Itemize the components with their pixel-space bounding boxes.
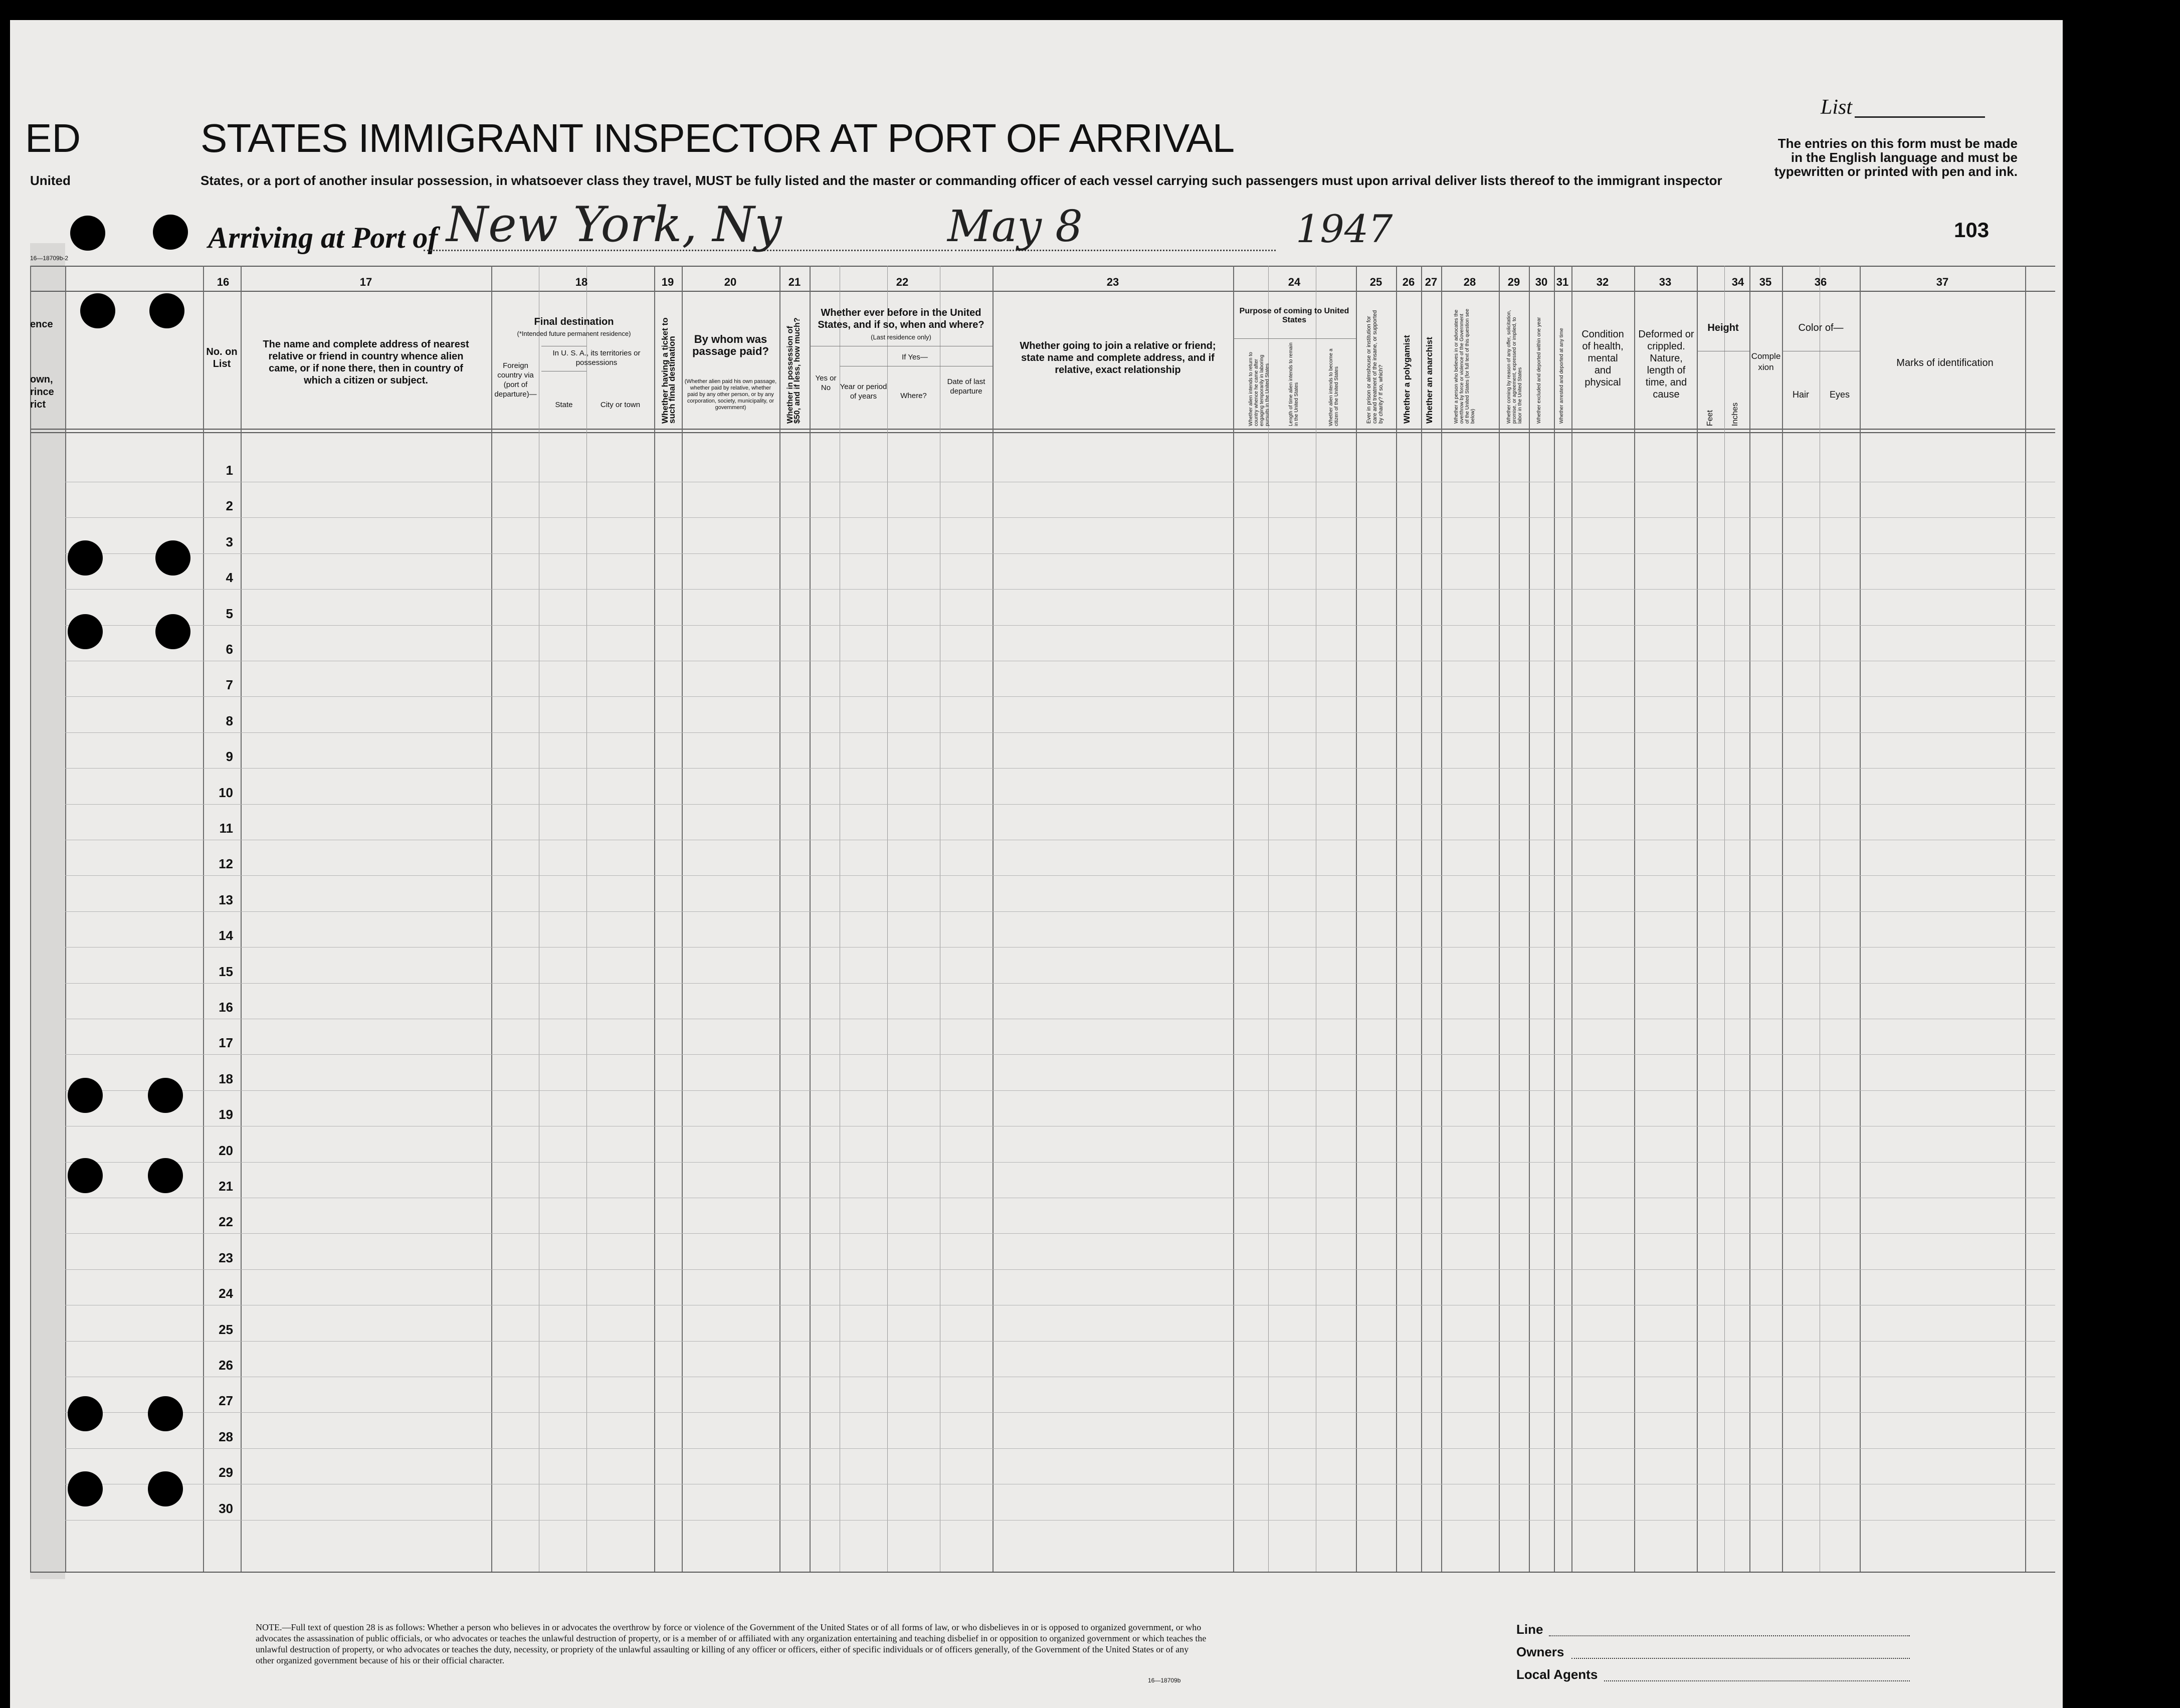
row-number: 13: [219, 892, 233, 907]
row-number: 25: [219, 1321, 233, 1337]
colnum-29: 29: [1507, 276, 1520, 288]
colnum-16: 16: [217, 276, 230, 288]
header-final-destination-sub: (*Intended future permanent residence): [517, 330, 631, 337]
header-year-period: Year or period of years: [840, 383, 887, 401]
page-subtitle: States, or a port of another insular possession, in whatsoever class they travel, MUST be fully listed and the master or commanding officer of each vessel carrying such passengers must upon arrival deliver lists thereof to the immigrant inspector: [201, 173, 1722, 188]
header-top-rule: [30, 266, 2055, 267]
page-title: STATES IMMIGRANT INSPECTOR AT PORT OF ARRIVAL: [201, 116, 1235, 160]
table-row[interactable]: [65, 875, 2055, 876]
header-bottom-rule: [30, 429, 2055, 430]
header-last-residence: (Last residence only): [871, 333, 931, 341]
title-fragment: ED: [25, 116, 81, 160]
header-ever-before: Whether ever before in the United States, and if so, when and where?: [818, 307, 984, 330]
punch-hole: [70, 216, 105, 251]
table-row[interactable]: [65, 625, 2055, 626]
colnum-19: 19: [661, 276, 674, 288]
line-label: Line: [1516, 1622, 1543, 1637]
punch-hole: [148, 1078, 183, 1113]
row-number: 1: [226, 463, 233, 478]
colnum-36: 36: [1814, 276, 1827, 288]
table-row[interactable]: [65, 911, 2055, 912]
header-if-yes: If Yes—: [902, 353, 928, 361]
arriving-label: Arriving at Port of: [208, 221, 438, 254]
date-handwritten: May 8: [947, 202, 1083, 252]
colnum-18: 18: [575, 276, 588, 288]
header-hair: Hair: [1792, 390, 1809, 400]
header-marks-identification: Marks of identification: [1896, 357, 1994, 368]
punch-hole: [80, 293, 115, 328]
colnum-30: 30: [1535, 276, 1548, 288]
form-code-left: 16—18709b-2: [30, 255, 69, 262]
row-number: 18: [219, 1071, 233, 1086]
list-field-line: [1855, 116, 1985, 118]
colnum-34: 34: [1731, 276, 1744, 288]
local-agents-field: [1604, 1680, 1910, 1681]
row-number: 29: [219, 1465, 233, 1480]
punch-hole: [68, 614, 103, 649]
header-ticket: Whether having a ticket to such final destination: [660, 317, 677, 424]
header-yes-or-no: Yes or No: [815, 374, 837, 392]
header-passage-paid: By whom was passage paid?: [692, 333, 769, 357]
punch-hole: [148, 1396, 183, 1431]
table-row[interactable]: [65, 983, 2055, 984]
header-purpose: Purpose of coming to United States: [1239, 307, 1349, 324]
header-going-to-join: Whether going to join a relative or friend; state name and complete address, and if relative, exact relationship: [1020, 340, 1216, 375]
punch-hole: [148, 1471, 183, 1506]
row-number: 5: [226, 606, 233, 621]
header-where: Where?: [900, 392, 927, 400]
table-row[interactable]: [65, 804, 2055, 805]
table-row[interactable]: [65, 1162, 2055, 1163]
row-number: 21: [219, 1179, 233, 1194]
punch-hole: [68, 1078, 103, 1113]
row-number: 3: [226, 534, 233, 549]
year-handwritten: 1947: [1296, 207, 1393, 251]
left-margin-column: [30, 243, 65, 1579]
row-number: 9: [226, 749, 233, 765]
punch-hole: [68, 540, 103, 576]
table-row[interactable]: [65, 517, 2055, 518]
owners-label: Owners: [1516, 1644, 1564, 1659]
header-fifty-dollars: Whether in possession of $50, and if less, how much?: [786, 317, 802, 424]
row-number: 2: [226, 498, 233, 514]
colnum-33: 33: [1659, 276, 1672, 288]
header-polygamist: Whether a polygamist: [1402, 335, 1412, 424]
table-row[interactable]: [65, 553, 2055, 554]
table-row[interactable]: [65, 768, 2055, 769]
scan-edge: [2063, 0, 2180, 1708]
left-fragment-2: own,: [30, 374, 53, 385]
colnum-25: 25: [1369, 276, 1382, 288]
header-complexion: Complexion: [1751, 351, 1781, 372]
table-row[interactable]: [65, 1412, 2055, 1413]
table-row[interactable]: [65, 696, 2055, 697]
punch-hole: [148, 1158, 183, 1193]
row-number: 16: [219, 1000, 233, 1015]
header-bottom-rule-2: [30, 432, 2055, 433]
header-no-on-list: No. on List: [206, 346, 238, 369]
form-code-footer: 16—18709b: [1148, 1677, 1181, 1684]
header-date-last-departure: Date of last departure: [947, 377, 985, 396]
owners-field: [1571, 1658, 1910, 1659]
left-fragment-3: rince: [30, 387, 54, 398]
header-city-or-town: City or town: [600, 401, 641, 409]
row-number: 30: [219, 1500, 233, 1516]
colnum-31: 31: [1556, 276, 1569, 288]
header-condition-health: Condition of health, mental and physical: [1581, 329, 1624, 388]
header-passage-paid-sub: (Whether alien paid his own passage, whether paid by relative, whether paid by any other person, or by any corporation, society, municipality, or government): [684, 378, 777, 411]
colnum-26: 26: [1402, 276, 1415, 288]
port-handwritten: New York, Ny: [446, 197, 782, 253]
row-number: 17: [219, 1035, 233, 1051]
punch-hole: [153, 215, 188, 250]
colnum-32: 32: [1596, 276, 1609, 288]
header-in-usa: In U. S. A., its territories or possessions: [552, 349, 641, 367]
header-purpose-length: Length of time alien intends to remain in the United States: [1288, 342, 1299, 426]
punch-hole: [68, 1158, 103, 1193]
punch-hole: [68, 1471, 103, 1506]
table-row[interactable]: [65, 1341, 2055, 1342]
table-row[interactable]: [65, 732, 2055, 733]
header-purpose-return: Whether alien intends to return to country whence he came after engaging temporarily in laboring pursuits in the United States: [1248, 352, 1270, 426]
colnum-27: 27: [1425, 276, 1438, 288]
row-number: 15: [219, 964, 233, 979]
local-agents-label: Local Agents: [1516, 1667, 1598, 1682]
row-number: 20: [219, 1143, 233, 1158]
colnum-22: 22: [896, 276, 909, 288]
row-number: 24: [219, 1286, 233, 1301]
list-label: List: [1821, 96, 1853, 119]
united-fragment: United: [30, 173, 71, 188]
table-row[interactable]: [65, 1054, 2055, 1055]
row-number: 26: [219, 1358, 233, 1373]
left-fragment-1: ence: [30, 319, 53, 330]
punch-hole: [155, 614, 190, 649]
row-number: 10: [219, 785, 233, 800]
header-nearest-relative: The name and complete address of nearest relative or friend in country whence alien came, or if none there, then in country of which a citizen or subject.: [263, 339, 469, 386]
row-number: 28: [219, 1429, 233, 1444]
entries-note: The entries on this form must be made in the English language and must be typewritten or printed with pen and ink.: [1774, 136, 2018, 179]
header-deformed: Deformed or crippled. Nature, length of time, and cause: [1638, 329, 1694, 400]
question-28-note: NOTE.—Full text of question 28 is as follows: Whether a person who believes in or advocates the overthrow by force or violence of the Government of the United States or of all forms of law, or who disbelieves in or is opposed to organized government, or who advocates the assassination of public officials, or who advocates or teaches the unlawful destruction of property, or is a member of or affiliated with any organization entertaining and teaching disbelief in or opposition to organized government or which teaches the unlawful destruction of property, or who advocates or teaches the duty, necessity, or propriety of the unlawful assaulting or killing of any officer or officers, either of specific individuals or of officers generally, of the Government of the United States or of any other organized government because of his or their official character.: [256, 1622, 1207, 1665]
colnum-24: 24: [1288, 276, 1301, 288]
colnum-20: 20: [724, 276, 737, 288]
row-number: 12: [219, 856, 233, 872]
row-number: 23: [219, 1250, 233, 1265]
header-arrested: Whether arrested and deported at any time: [1559, 328, 1564, 424]
row-number: 8: [226, 713, 233, 728]
header-foreign-country: Foreign country via (port of departure)—: [494, 361, 537, 399]
header-state: State: [555, 401, 573, 409]
row-number: 14: [219, 928, 233, 943]
table-row[interactable]: [65, 589, 2055, 590]
row-number: 27: [219, 1393, 233, 1409]
row-number: 22: [219, 1214, 233, 1230]
table-row[interactable]: [65, 1269, 2055, 1270]
colnum-23: 23: [1106, 276, 1119, 288]
colnum-35: 35: [1759, 276, 1772, 288]
row-number: 6: [226, 642, 233, 657]
header-purpose-citizen: Whether alien intends to become a citizen of the United States: [1328, 348, 1339, 426]
table-row[interactable]: [65, 1233, 2055, 1234]
colnum-17: 17: [359, 276, 372, 288]
header-feet: Feet: [1706, 410, 1714, 426]
table-row[interactable]: [65, 1448, 2055, 1449]
header-color-of: Color of—: [1798, 322, 1844, 333]
header-final-destination: Final destination: [534, 316, 614, 327]
row-number: 19: [219, 1107, 233, 1122]
table-bottom-rule: [30, 1572, 2055, 1573]
row-number: 7: [226, 677, 233, 693]
row-number: 4: [226, 570, 233, 586]
colnum-37: 37: [1936, 276, 1949, 288]
manifest-page: [10, 20, 2063, 1708]
left-fragment-4: rict: [30, 399, 46, 410]
row-number: 11: [219, 821, 233, 836]
page-number: 103: [1954, 218, 1990, 242]
punch-hole: [68, 1396, 103, 1431]
header-excluded: Whether excluded and deported within one year: [1536, 317, 1542, 424]
header-overthrow: Whether a person who believes in or advocates the overthrow by force or violence of the Government of the United States (for full text of this question see below): [1454, 308, 1476, 424]
header-inches: Inches: [1731, 402, 1739, 426]
table-row[interactable]: [65, 1520, 2055, 1521]
header-height: Height: [1707, 322, 1739, 333]
table-row[interactable]: [65, 1090, 2055, 1091]
punch-hole: [155, 540, 190, 576]
line-field: [1549, 1635, 1910, 1636]
header-anarchist: Whether an anarchist: [1425, 337, 1434, 424]
header-labor-offer: Whether coming by reason of any offer, solicitation, promise, or agreement, expressed or implied, to labor in the United States: [1506, 310, 1523, 424]
header-eyes: Eyes: [1829, 390, 1850, 400]
colnum-28: 28: [1463, 276, 1476, 288]
colnum-rule: [30, 291, 2055, 292]
punch-hole: [149, 293, 184, 328]
header-prison: Ever in prison or almshouse or institution for care and treatment of the insane, or supported by charity? If so, which?: [1366, 310, 1384, 424]
colnum-21: 21: [788, 276, 801, 288]
